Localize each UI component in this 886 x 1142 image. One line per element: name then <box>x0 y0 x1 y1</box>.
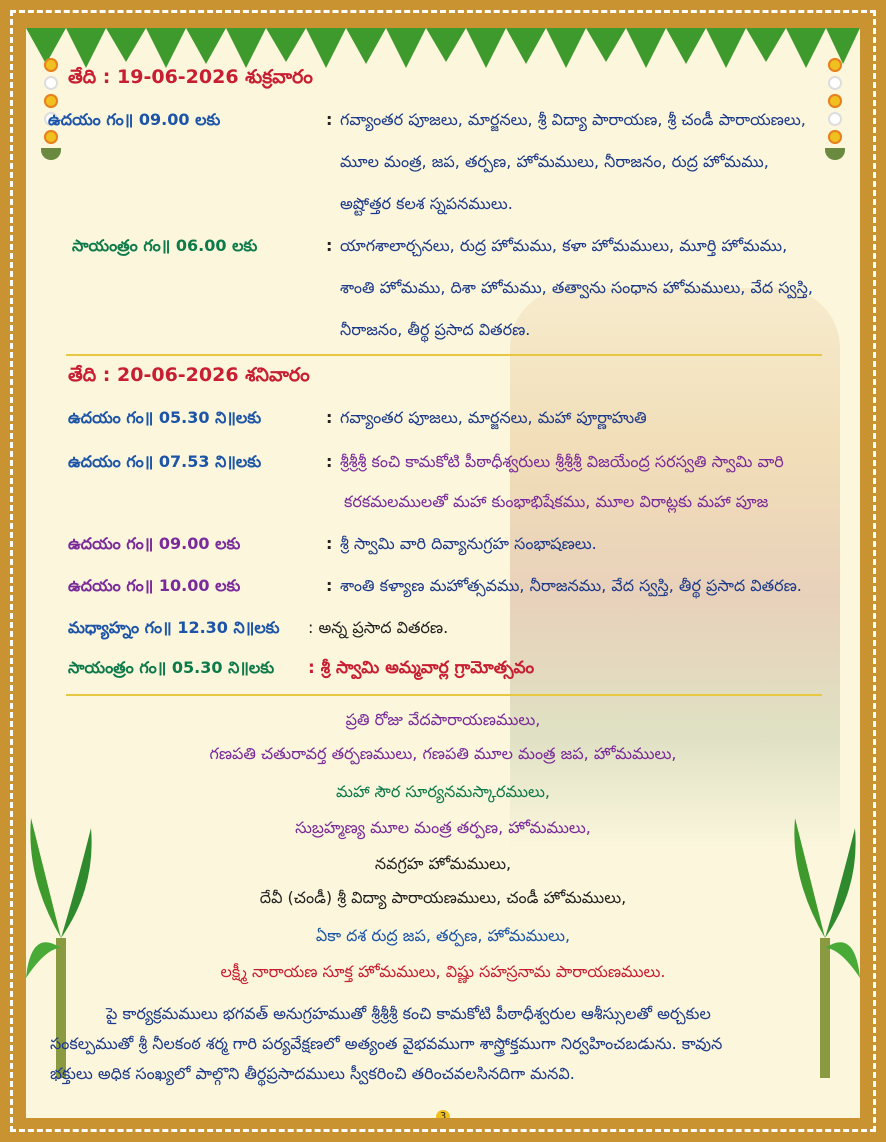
colon: : <box>326 576 333 595</box>
daily-line-1: ప్రతి రోజు వేదపారాయణములు, <box>345 710 541 729</box>
page-content <box>26 28 860 1118</box>
day2-time-6: సాయంత్రం గం॥ 05.30 ని॥లకు <box>68 658 275 677</box>
day1-evening-line-2: శాంతి హోమము, దిశా హోమము, తత్వాను సంధాన హోమములు, వేద స్వస్తి, <box>340 278 813 297</box>
day2-line-1: గవ్యాంతర పూజలు, మార్జనలు, మహా పూర్ణాహుతి <box>340 408 647 427</box>
day2-line-6-text: శ్రీ స్వామి అమ్మవార్ల గ్రామోత్సవం <box>320 658 535 678</box>
colon: : <box>326 534 333 553</box>
right-flower-garland-icon <box>826 58 844 160</box>
daily-line-2: గణపతి చతురావర్త తర్పణములు, గణపతి మూల మంత్ర జప, హోమములు, <box>209 744 677 763</box>
day2-line-5-text: అన్న ప్రసాద వితరణ. <box>318 618 449 637</box>
daily-line-8: లక్ష్మీ నారాయణ సూక్త హోమములు, విష్ణు సహస్రనామ పారాయణములు. <box>220 962 666 981</box>
colon: : <box>326 236 333 255</box>
day1-date-heading: తేది : 19-06-2026 శుక్రవారం <box>68 66 313 88</box>
day1-morning-line-3: అష్టోత్తర కలశ స్నపనములు. <box>340 194 513 213</box>
colon: : <box>326 110 333 129</box>
day2-line-3: శ్రీ స్వామి వారి దివ్యానుగ్రహ సంభాషణలు. <box>340 534 597 553</box>
day1-morning-time: ఉదయం గం॥ 09.00 లకు <box>48 110 221 129</box>
day2-time-1: ఉదయం గం॥ 05.30 ని॥లకు <box>68 408 262 427</box>
day2-line-6: : శ్రీ స్వామి అమ్మవార్ల గ్రామోత్సవం <box>308 658 535 678</box>
day1-evening-line-3: నీరాజనం, తీర్థ ప్రసాద వితరణ. <box>340 320 531 339</box>
closing-line-2: సంకల్పముతో శ్రీ నీలకంఠ శర్మ గారి పర్యవేక్షణలో అత్యంత వైభవముగా శాస్త్రోక్తముగా నిర్వహించబడును. కావున <box>50 1034 723 1053</box>
day2-time-2: ఉదయం గం॥ 07.53 ని॥లకు <box>68 452 262 471</box>
day2-time-4: ఉదయం గం॥ 10.00 లకు <box>68 576 241 595</box>
daily-line-4: సుబ్రహ్మణ్య మూల మంత్ర తర్పణ, హోమములు, <box>295 818 591 837</box>
divider <box>66 354 822 356</box>
colon: : <box>326 408 333 427</box>
daily-line-3: మహా సౌర సూర్యనమస్కారములు, <box>336 782 550 801</box>
day2-line-2a: శ్రీశ్రీశ్రీ కంచి కామకోటి పీఠాధీశ్వరులు శ్రీశ్రీశ్రీ విజయేంద్ర సరస్వతి స్వామి వారి <box>340 452 784 471</box>
day2-date-heading: తేది : 20-06-2026 శనివారం <box>68 364 310 386</box>
page-number: 3 <box>436 1110 450 1118</box>
day1-evening-time: సాయంత్రం గం॥ 06.00 లకు <box>72 236 258 255</box>
left-flower-garland-icon <box>42 58 60 160</box>
mango-leaf-garland-icon <box>26 28 860 70</box>
divider <box>66 694 822 696</box>
closing-line-3: భక్తులు అధిక సంఖ్యలో పాల్గొని తీర్థప్రసాదములు స్వీకరించి తరించవలసినదిగా మనవి. <box>50 1064 575 1083</box>
day2-line-4: శాంతి కళ్యాణ మహోత్సవము, నీరాజనము, వేద స్వస్తి, తీర్థ ప్రసాద వితరణ. <box>340 576 802 595</box>
day1-morning-line-1: గవ్యాంతర పూజలు, మార్జనలు, శ్రీ విద్యా పారాయణ, శ్రీ చండీ పారాయణలు, <box>340 110 806 129</box>
day1-morning-line-2: మూల మంత్ర, జప, తర్పణ, హోమములు, నీరాజనం, రుద్ర హోమము, <box>340 152 769 171</box>
day2-line-5: : అన్న ప్రసాద వితరణ. <box>308 618 449 637</box>
daily-line-6: దేవీ (చండీ) శ్రీ విద్యా పారాయణములు, చండీ హోమములు, <box>259 888 627 907</box>
day2-time-3: ఉదయం గం॥ 09.00 లకు <box>68 534 241 553</box>
daily-line-5: నవగ్రహ హోమములు, <box>374 854 512 873</box>
daily-line-7: ఏకా దశ రుద్ర జప, తర్పణ, హోమములు, <box>315 926 571 945</box>
day2-time-5: మధ్యాహ్నం గం॥ 12.30 ని॥లకు <box>68 618 280 637</box>
colon: : <box>326 452 333 471</box>
day2-line-2b: కరకమలములతో మహా కుంభాభిషేకము, మూల విరాట్లకు మహా పూజ <box>344 492 769 511</box>
closing-line-1: పై కార్యక్రమములు భగవత్ అనుగ్రహముతో శ్రీశ్రీశ్రీ కంచి కామకోటి పీఠాధీశ్వరుల ఆశీస్సులతో అర్చకుల <box>106 1004 711 1023</box>
day1-evening-line-1: యాగశాలార్చనలు, రుద్ర హోమము, కళా హోమములు, మూర్తి హోమము, <box>340 236 788 255</box>
